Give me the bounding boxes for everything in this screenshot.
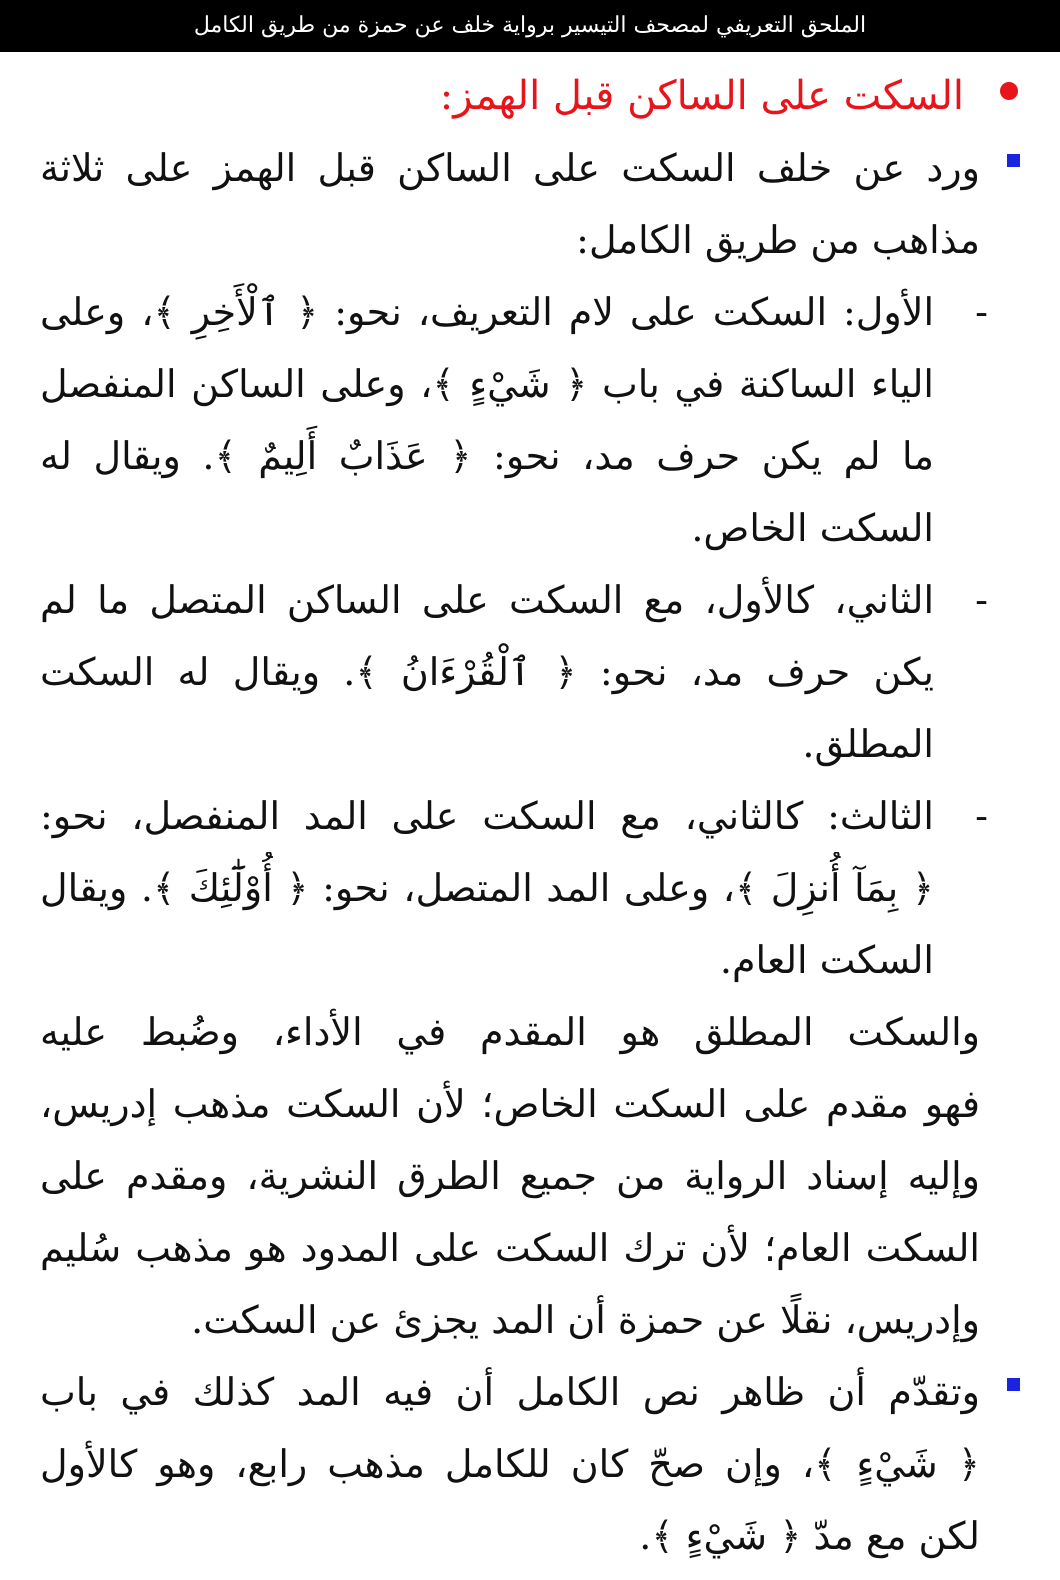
item-line: الثالث: كالثاني، مع السكت على المد المنفصل، نحو:: [40, 794, 934, 838]
list-item-first: [40, 276, 1024, 564]
note-paragraph: [40, 1356, 1024, 1572]
intro-line: مذاهب من طريق الكامل:: [576, 218, 980, 262]
red-bullet-icon: [1000, 82, 1018, 100]
item-line: المطلق.: [802, 722, 934, 766]
conclusion-line: فهو مقدم على السكت الخاص؛ لأن السكت مذهب إدريس،: [40, 1082, 980, 1126]
list-item-second: [40, 564, 1024, 780]
item-line: الأول: السكت على لام التعريف، نحو: ﴿ ٱلْأَخِرِ ﴾، وعلى: [40, 290, 934, 334]
list-item-third: [40, 780, 1024, 996]
page-content: [40, 60, 1024, 1572]
note-line: لكن مع مدّ ﴿ شَيْءٍ ﴾.: [639, 1514, 980, 1558]
item-line: السكت العام.: [719, 938, 934, 982]
conclusion-line: والسكت المطلق هو المقدم في الأداء، وضُبط عليه: [40, 1010, 980, 1054]
item-line: الياء الساكنة في باب ﴿ شَيْءٍ ﴾، وعلى الساكن المنفصل: [40, 362, 934, 406]
blue-square-bullet-icon: [1007, 1378, 1020, 1391]
running-header: [0, 0, 1060, 52]
item-line: ﴿ بِمَآ أُنزِلَ ﴾، وعلى المد المتصل، نحو: ﴿ أُوْلَٰٓئِكَ ﴾. ويقال: [40, 866, 934, 910]
section-heading: [40, 60, 1024, 132]
note-line: ﴿ شَيْءٍ ﴾، وإن صحّ كان للكامل مذهب رابع، وهو كالأول: [40, 1442, 980, 1486]
note-line: وتقدّم أن ظاهر نص الكامل أن فيه المد كذلك في باب: [40, 1370, 980, 1414]
intro-line: ورد عن خلف السكت على الساكن قبل الهمز على ثلاثة: [40, 146, 980, 190]
item-line: ما لم يكن حرف مد، نحو: ﴿ عَذَابٌ أَلِيمٌ ﴾. ويقال له: [40, 434, 934, 478]
dash-marker: -: [975, 794, 988, 838]
conclusion-line: وإليه إسناد الرواية من جميع الطرق النشرية، ومقدم على: [40, 1154, 980, 1198]
conclusion-line: السكت العام؛ لأن ترك السكت على المدود هو مذهب سُليم: [40, 1226, 980, 1270]
item-line: يكن حرف مد، نحو: ﴿ ٱلْقُرْءَانُ ﴾. ويقال له السكت: [40, 650, 934, 694]
item-line: الثاني، كالأول، مع السكت على الساكن المتصل ما لم: [40, 578, 934, 622]
dash-marker: -: [975, 290, 988, 334]
running-header-title: الملحق التعريفي لمصحف التيسير برواية خلف عن حمزة من طريق الكامل: [193, 13, 867, 38]
intro-paragraph: [40, 132, 1024, 276]
section-heading-text: السكت على الساكن قبل الهمز:: [439, 73, 964, 119]
conclusion-line: وإدريس، نقلًا عن حمزة أن المد يجزئ عن السكت.: [191, 1298, 980, 1342]
blue-square-bullet-icon: [1007, 154, 1020, 167]
dash-marker: -: [975, 578, 988, 622]
conclusion-paragraph: [40, 996, 1024, 1356]
item-line: السكت الخاص.: [691, 506, 934, 550]
